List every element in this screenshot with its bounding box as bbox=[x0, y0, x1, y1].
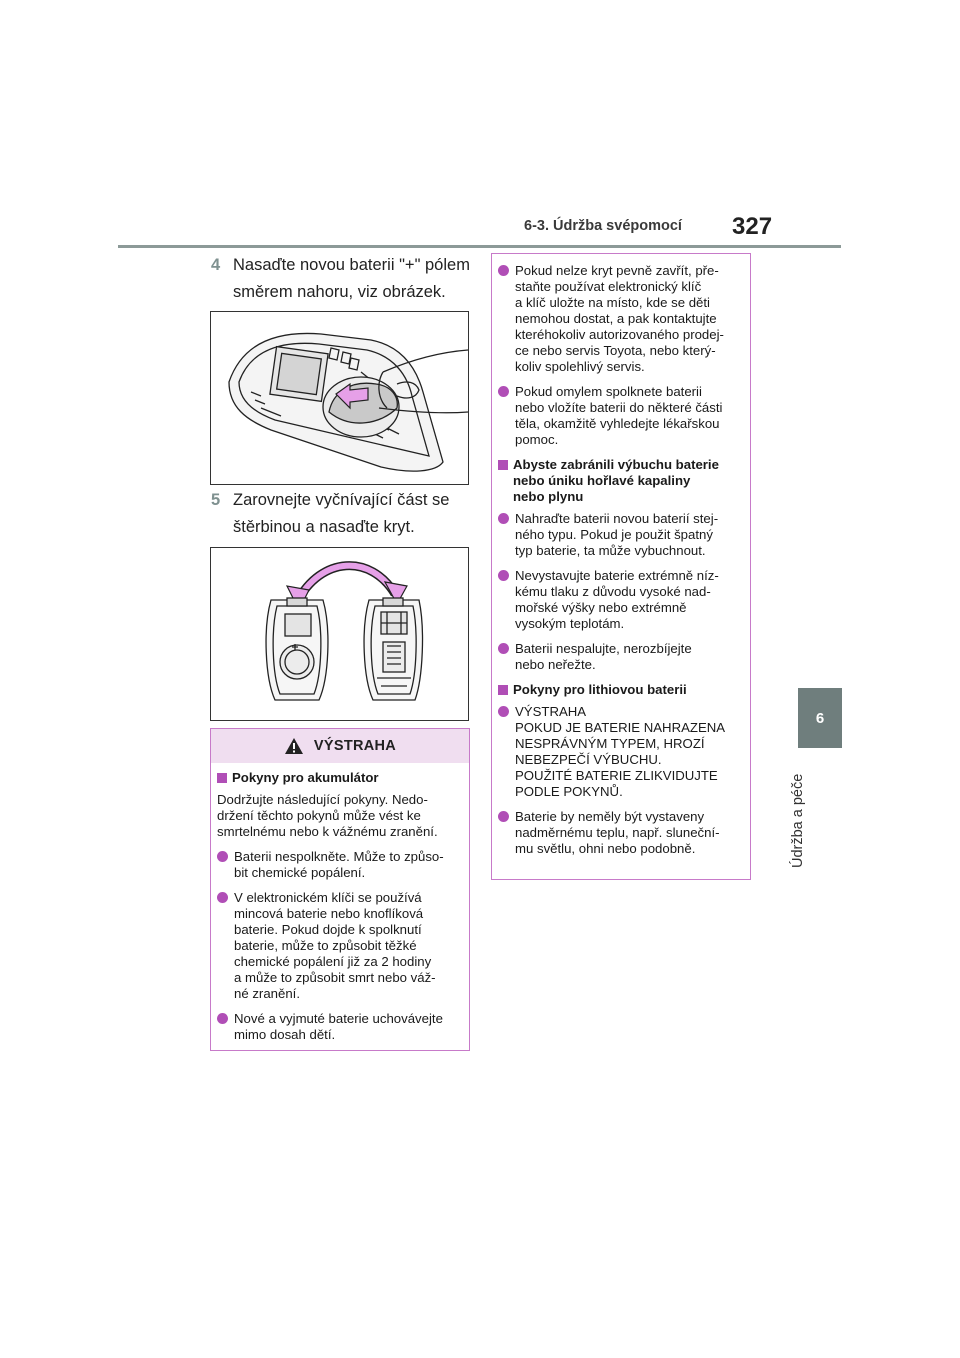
bullet-dot-icon bbox=[498, 811, 509, 822]
warning-bullet: Nevystavujte baterie extrémně níz- kému tlaku z důvodu vysoké nad- mořské výšky nebo extrémně vysokým teplotám. bbox=[498, 568, 742, 632]
step-text-line2: štěrbinou a nasaďte kryt. bbox=[233, 518, 415, 536]
bullet-dot-icon bbox=[217, 1013, 228, 1024]
explosion-prevention-heading: Abyste zabránili výbuchu baterie nebo úniku hořlavé kapaliny nebo plynu bbox=[498, 457, 742, 505]
chapter-tab bbox=[798, 688, 842, 748]
bullet-dot-icon bbox=[498, 513, 509, 524]
step-text-line1: Zarovnejte vyčnívající část se bbox=[233, 491, 450, 509]
square-bullet-icon bbox=[498, 685, 508, 695]
page-number: 327 bbox=[732, 213, 773, 240]
lithium-battery-heading: Pokyny pro lithiovou baterii bbox=[498, 682, 742, 698]
warning-bullet: Nové a vyjmuté baterie uchovávejte mimo dosah dětí. bbox=[217, 1011, 461, 1043]
bullet-dot-icon bbox=[217, 892, 228, 903]
step-number: 5 bbox=[211, 491, 221, 509]
warning-box bbox=[210, 728, 470, 1051]
warning-box-continued bbox=[491, 253, 751, 880]
warning-bullet: Baterii nespolkněte. Může to způso- bit chemické popálení. bbox=[217, 849, 461, 881]
warning-triangle-icon bbox=[284, 737, 304, 755]
warning-bullet: Pokud nelze kryt pevně zavřít, pře- staňte používat elektronický klíč a klíč uložte na místo, kde se děti nemohou dostat, a pak kontaktujte kteréhokoliv autorizovaného prodej- ce nebo servis Toyota, nebo který- koliv spolehlivý servis. bbox=[498, 263, 742, 375]
warning-header bbox=[211, 729, 469, 763]
step-text-line2: směrem nahoru, viz obrázek. bbox=[233, 283, 446, 301]
step-4 bbox=[211, 252, 471, 306]
square-bullet-icon bbox=[217, 773, 227, 783]
bullet-dot-icon bbox=[498, 265, 509, 276]
battery-insertion-illustration bbox=[211, 312, 468, 484]
battery-instructions-intro: Dodržujte následující pokyny. Nedo- držení těchto pokynů může vést ke smrtelnému nebo k vážnému zranění. bbox=[217, 792, 438, 839]
bullet-dot-icon bbox=[498, 386, 509, 397]
warning-bullet: Pokud omylem spolknete baterii nebo vložíte baterii do některé části těla, okamžitě vyhledejte lékařskou pomoc. bbox=[498, 384, 742, 448]
chapter-label: Údržba a péče bbox=[790, 773, 806, 868]
step-5 bbox=[211, 487, 471, 541]
warning-bullet: V elektronickém klíči se používá mincová baterie nebo knoflíková baterie. Pokud dojde k spolknutí baterie, může to způsobit těžké chemické popálení již za 2 hodiny a může to způsobit smrt nebo váž- né zranění. bbox=[217, 890, 461, 1002]
bullet-dot-icon bbox=[217, 851, 228, 862]
step-text-line1: Nasaďte novou baterii "+" pólem bbox=[233, 256, 470, 274]
bullet-dot-icon bbox=[498, 706, 509, 717]
warning-bullet: VÝSTRAHA POKUD JE BATERIE NAHRAZENA NESPRÁVNÝM TYPEM, HROZÍ NEBEZPEČÍ VÝBUCHU. POUŽITÉ BATERIE ZLIKVIDUJTE PODLE POKYNŮ. bbox=[498, 704, 742, 800]
warning-bullet: Baterii nespalujte, nerozbíjejte nebo neřežte. bbox=[498, 641, 742, 673]
battery-instructions-heading: Pokyny pro akumulátor bbox=[217, 770, 461, 786]
warning-bullet: Baterie by neměly být vystaveny nadměrnému teplu, např. sluneční- mu světlu, ohni nebo podobně. bbox=[498, 809, 742, 857]
chapter-number: 6 bbox=[815, 709, 825, 727]
warning-bullet: Nahraďte baterii novou baterií stej- ného typu. Pokud je použit špatný typ baterie, ta může vybuchnout. bbox=[498, 511, 742, 559]
step-number: 4 bbox=[211, 256, 221, 274]
square-bullet-icon bbox=[498, 460, 508, 470]
cover-alignment-illustration bbox=[211, 548, 468, 720]
battery-insertion-figure bbox=[210, 311, 469, 485]
section-title: 6-3. Údržba svépomocí bbox=[524, 218, 682, 234]
bullet-dot-icon bbox=[498, 643, 509, 654]
warning-title: VÝSTRAHA bbox=[313, 738, 397, 754]
bullet-dot-icon bbox=[498, 570, 509, 581]
header-divider bbox=[118, 245, 841, 248]
cover-alignment-figure bbox=[210, 547, 469, 721]
chapter-label-container bbox=[778, 760, 818, 870]
